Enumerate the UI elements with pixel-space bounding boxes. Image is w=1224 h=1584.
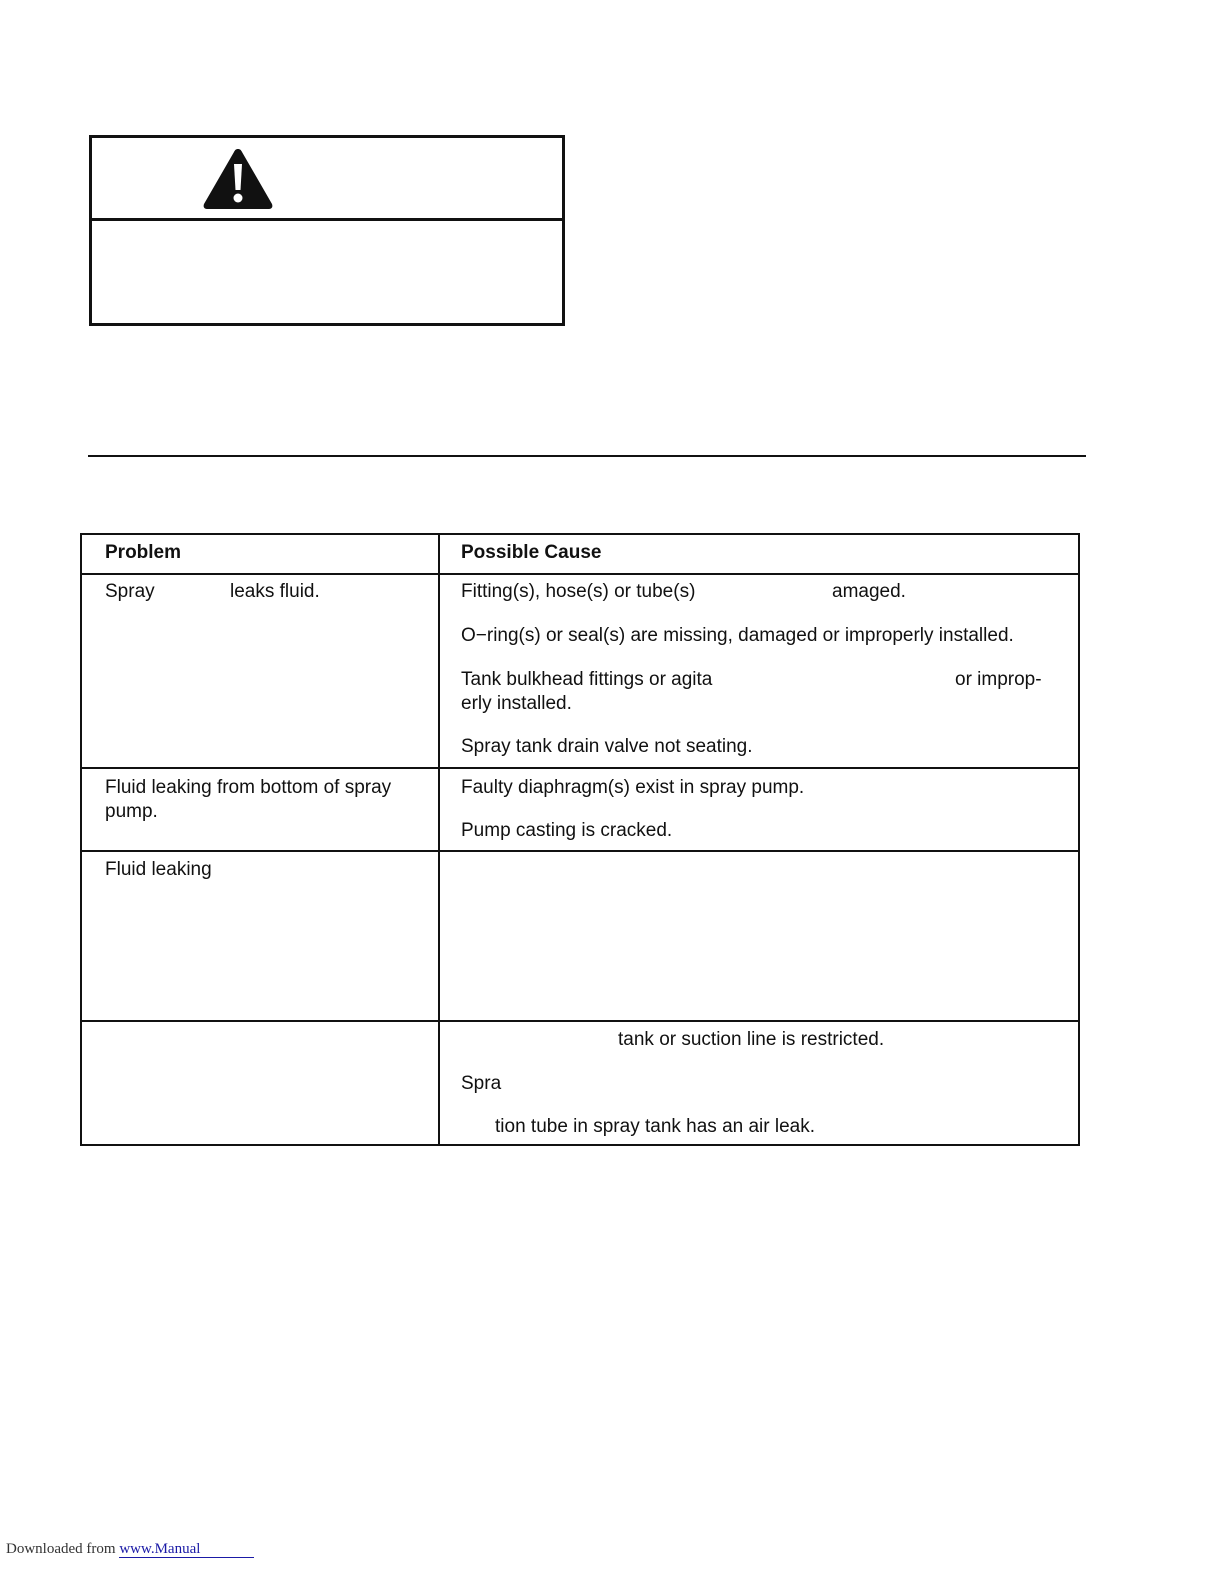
- row1-cause1-part2: amaged.: [832, 581, 906, 602]
- header-problem: Problem: [105, 542, 182, 563]
- row2-problem-line2: pump.: [105, 801, 158, 822]
- row3-problem: Fluid leaking: [105, 859, 212, 880]
- row2-cause1: Faulty diaphragm(s) exist in spray pump.: [461, 777, 805, 798]
- row-divider: [82, 767, 1078, 769]
- row-divider: [82, 850, 1078, 852]
- warning-triangle-icon: [201, 146, 275, 212]
- column-divider: [438, 535, 440, 1144]
- row4-cause3: tion tube in spray tank has an air leak.: [495, 1116, 816, 1137]
- row1-cause3-part3: erly installed.: [461, 693, 572, 714]
- row1-cause2: O−ring(s) or seal(s) are missing, damaged or improperly installed.: [461, 625, 1014, 646]
- row4-cause2: Spra: [461, 1073, 502, 1094]
- row1-cause3-part1: Tank bulkhead fittings or agita: [461, 669, 713, 690]
- row2-problem-line1: Fluid leaking from bottom of spray: [105, 777, 392, 798]
- warning-box: [89, 135, 565, 326]
- warning-header: [92, 138, 562, 221]
- footer-link[interactable]: www.Manual: [119, 1541, 254, 1558]
- footer-prefix: Downloaded from: [6, 1541, 116, 1557]
- troubleshooting-table: [80, 533, 1080, 1146]
- row1-problem-part1: Spray: [105, 581, 155, 602]
- row1-cause3-part2: or improp-: [955, 669, 1042, 690]
- row1-cause4: Spray tank drain valve not seating.: [461, 736, 753, 757]
- header-divider: [82, 573, 1078, 575]
- row4-cause1: tank or suction line is restricted.: [618, 1029, 885, 1050]
- row1-cause1-part1: Fitting(s), hose(s) or tube(s): [461, 581, 696, 602]
- page-footer: [6, 1541, 254, 1558]
- row2-cause2: Pump casting is cracked.: [461, 820, 673, 841]
- row1-problem-part2: leaks fluid.: [230, 581, 320, 602]
- section-divider: [88, 455, 1086, 457]
- row-divider: [82, 1020, 1078, 1022]
- header-possible-cause: Possible Cause: [461, 542, 602, 563]
